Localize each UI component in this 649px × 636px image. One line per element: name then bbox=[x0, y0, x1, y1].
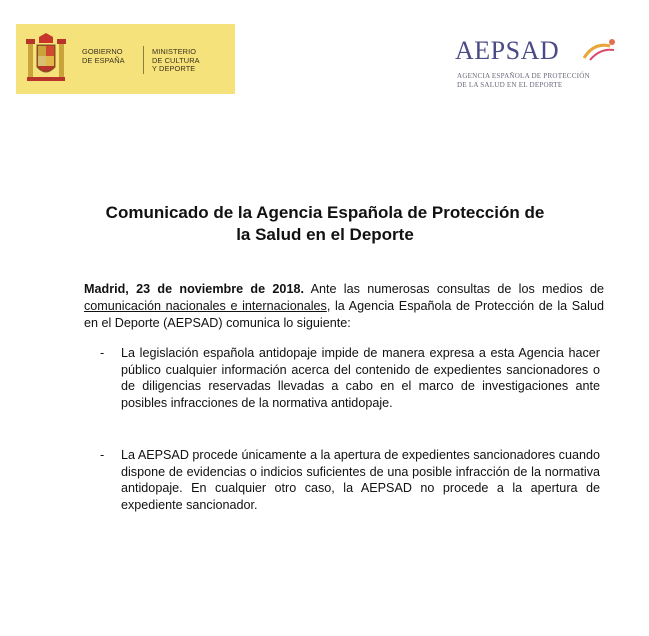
government-banner bbox=[16, 24, 235, 94]
intro-paragraph bbox=[84, 281, 604, 332]
intro-underlined-text: comunicación nacionales e internacionales bbox=[84, 299, 327, 313]
coat-of-arms-icon bbox=[25, 33, 67, 85]
bullet-marker: - bbox=[100, 448, 105, 462]
list-item-text: La AEPSAD procede únicamente a la apertura de expedientes sancionadores cuando dispone de evidencias o indicios suficientes de una posible infracción de la normativa antidopaje. En cualquier otro caso, la AEPSAD no procede a la apertura de expediente sancionador. bbox=[121, 448, 600, 512]
intro-text-2: , la Agencia Española de Protección de la Salud en el Deporte (AEPSAD) comunica lo siguiente: bbox=[84, 299, 604, 330]
ministry-label: MINISTERIO DE CULTURA Y DEPORTE bbox=[152, 47, 200, 74]
list-item bbox=[100, 447, 600, 513]
government-label: GOBIERNO DE ESPAÑA bbox=[82, 47, 125, 65]
banner-divider bbox=[143, 46, 144, 74]
document-title: Comunicado de la Agencia Española de Protección de la Salud en el Deporte bbox=[105, 203, 545, 244]
bullet-marker: - bbox=[100, 346, 105, 360]
aepsad-swoosh-icon bbox=[582, 36, 620, 66]
aepsad-logo: AEPSAD bbox=[455, 36, 560, 65]
intro-dateline: Madrid, 23 de noviembre de 2018. bbox=[84, 282, 304, 296]
list-item-text: La legislación española antidopaje impide de manera expresa a esta Agencia hacer público cualquier información acerca del contenido de expedientes sancionadores o de diligencias reservadas llevadas a cabo en el marco de investigaciones ante posibles infracciones de la normativa antidopaje. bbox=[121, 346, 600, 410]
aepsad-subtitle: AGENCIA ESPAÑOLA DE PROTECCIÓN DE LA SALUD EN EL DEPORTE bbox=[457, 72, 590, 89]
list-item bbox=[100, 345, 600, 411]
intro-text-1: Ante las numerosas consultas de los medios de bbox=[303, 282, 604, 296]
